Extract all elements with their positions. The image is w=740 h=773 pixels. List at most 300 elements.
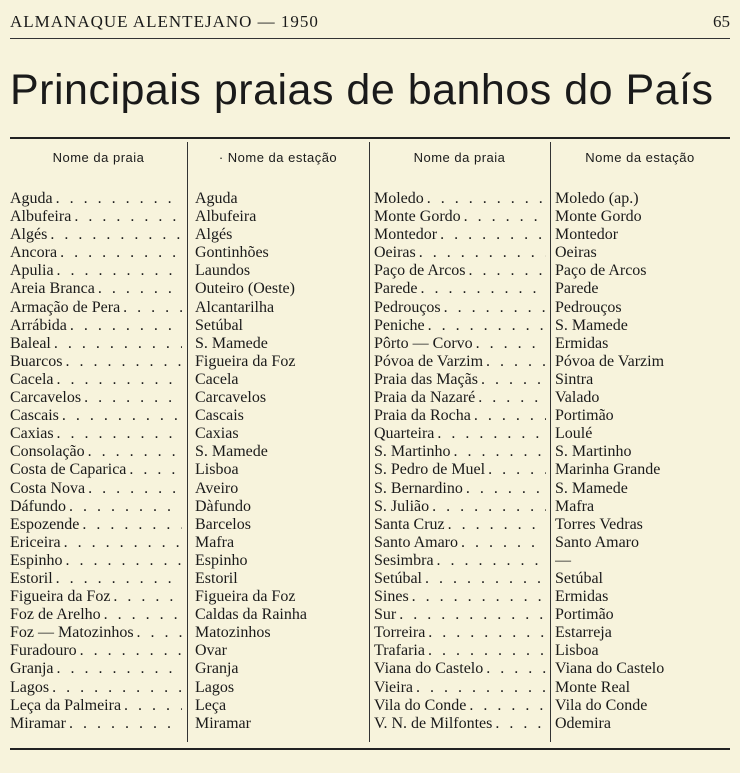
beach-name: Moledo	[374, 190, 424, 207]
station-name-cell	[195, 660, 367, 678]
station-name-cell	[195, 498, 367, 516]
beach-name: Caxias	[10, 425, 54, 443]
beach-name: Póvoa de Varzim	[374, 352, 484, 370]
station-name-cell	[555, 697, 730, 715]
station-name-cell	[555, 299, 730, 317]
beach-list-right	[374, 190, 546, 733]
beach-name-cell	[374, 480, 546, 498]
beach-name-cell	[10, 353, 182, 371]
beach-name: V. N. de Milfontes	[374, 714, 493, 732]
station-name: Ermidas	[555, 588, 609, 606]
column-header-beach-2: Nome da praia	[413, 150, 506, 165]
leader-dots	[71, 208, 182, 226]
station-name: Leça	[195, 696, 227, 714]
station-name-cell	[195, 461, 367, 479]
station-name-cell	[195, 208, 367, 226]
station-name-cell	[195, 371, 367, 389]
station-name: Portimão	[555, 606, 614, 624]
leader-dots	[101, 606, 182, 624]
beach-name-cell	[374, 715, 546, 733]
beach-name: Praia da Nazaré	[374, 389, 476, 407]
beach-name: Costa de Caparica	[10, 461, 127, 479]
beach-name: Quarteira	[374, 425, 435, 443]
beach-name: Algés	[10, 226, 48, 244]
leader-dots	[475, 389, 546, 407]
station-name: S. Mamede	[195, 334, 268, 352]
station-name: Ermidas	[555, 334, 609, 352]
running-head: ALMANAQUE ALENTEJANO — 1950	[10, 12, 319, 31]
station-name: Marinha Grande	[555, 461, 661, 479]
station-name: Póvoa de Varzim	[555, 352, 665, 370]
beach-name-cell	[10, 715, 182, 733]
station-name: —	[555, 551, 571, 569]
beach-name-cell	[10, 371, 182, 389]
station-name-cell	[195, 642, 367, 660]
leader-dots	[434, 552, 546, 570]
leader-dots	[121, 697, 182, 715]
beach-name-cell	[374, 299, 546, 317]
station-name: Aguda	[195, 190, 238, 207]
beach-name: Foz de Arelho	[10, 606, 101, 624]
station-name-cell	[195, 715, 367, 733]
leader-dots	[437, 226, 546, 244]
station-name: Mafra	[555, 497, 595, 515]
station-name: Santo Amaro	[555, 533, 639, 551]
leader-dots	[445, 516, 546, 534]
station-name-cell	[195, 280, 367, 298]
beach-name-cell	[374, 660, 546, 678]
station-name-cell	[555, 262, 730, 280]
station-name: Barcelos	[195, 515, 251, 533]
bottom-rule	[10, 748, 730, 750]
leader-dots	[434, 425, 546, 443]
beach-name: Figueira da Foz	[10, 588, 111, 606]
page-title: Principais praias de banhos do País	[10, 66, 714, 114]
station-list-left	[195, 190, 367, 733]
station-name-cell	[195, 262, 367, 280]
beach-name: Parede	[374, 280, 418, 298]
beach-name: Armação de Pera	[10, 298, 121, 316]
station-name: Cascais	[195, 407, 244, 425]
beach-name-cell	[374, 642, 546, 660]
station-name: Matozinhos	[195, 624, 271, 642]
station-name: Algés	[195, 226, 233, 244]
beach-name-cell	[374, 461, 546, 479]
beach-name: Espinho	[10, 551, 63, 569]
beach-name-cell	[10, 262, 182, 280]
beach-name: Cacela	[10, 370, 54, 388]
station-name: Loulé	[555, 425, 593, 443]
leader-dots	[416, 244, 546, 262]
beach-name: S. Julião	[374, 497, 430, 515]
leader-dots	[466, 697, 546, 715]
station-name: Monte Gordo	[555, 208, 642, 226]
beach-name: Peniche	[374, 316, 425, 334]
leader-dots	[441, 299, 546, 317]
leader-dots	[62, 552, 182, 570]
beach-name-cell	[374, 353, 546, 371]
station-name: Setúbal	[555, 569, 603, 587]
station-name: Mafra	[195, 533, 235, 551]
leader-dots	[126, 461, 182, 479]
beach-name-cell	[374, 389, 546, 407]
beach-name: Torreira	[374, 624, 426, 642]
station-name: Figueira da Foz	[195, 588, 296, 606]
beach-name-cell	[374, 425, 546, 443]
beach-name-cell	[10, 389, 182, 407]
station-name-cell	[555, 570, 730, 588]
beach-name-cell	[10, 443, 182, 461]
station-name-cell	[195, 335, 367, 353]
station-name-cell	[195, 299, 367, 317]
station-name: Sintra	[555, 370, 594, 388]
page-number: 65	[713, 12, 730, 31]
station-name-cell	[555, 461, 730, 479]
station-name: Montedor	[555, 226, 619, 244]
leader-dots	[471, 407, 546, 425]
leader-dots	[54, 425, 182, 443]
leader-dots	[85, 443, 182, 461]
beach-name: Leça da Palmeira	[10, 696, 122, 714]
leader-dots	[450, 443, 546, 461]
leader-dots	[425, 624, 546, 642]
beach-name-cell	[10, 697, 182, 715]
leader-dots	[53, 190, 182, 208]
leader-dots	[413, 679, 546, 697]
beach-name: Paço de Arcos	[374, 262, 466, 280]
station-name-cell	[555, 516, 730, 534]
beach-name-cell	[374, 606, 546, 624]
leader-dots	[473, 335, 546, 353]
beach-name: Albufeira	[10, 208, 72, 226]
beach-name-cell	[10, 317, 182, 335]
station-name-cell	[555, 642, 730, 660]
beach-name-cell	[374, 226, 546, 244]
station-name-cell	[555, 715, 730, 733]
station-name-cell	[555, 624, 730, 642]
station-name-cell	[195, 679, 367, 697]
station-name: Paço de Arcos	[555, 262, 647, 280]
beach-name: Apulia	[10, 262, 54, 280]
leader-dots	[492, 715, 546, 733]
station-name-cell	[195, 443, 367, 461]
beach-name-cell	[374, 407, 546, 425]
station-name-cell	[195, 697, 367, 715]
beach-name: Dáfundo	[10, 497, 66, 515]
leader-dots	[466, 262, 546, 280]
station-name-cell	[555, 534, 730, 552]
beach-name: Ancora	[10, 244, 58, 262]
column-header-beach-1: Nome da praia	[52, 150, 145, 165]
beach-name-cell	[374, 679, 546, 697]
beach-name-cell	[10, 226, 182, 244]
leader-dots	[51, 335, 182, 353]
station-name: Vila do Conde	[555, 696, 648, 714]
station-name-cell	[555, 606, 730, 624]
beach-name: Carcavelos	[10, 389, 82, 407]
station-name-cell	[555, 244, 730, 262]
leader-dots	[67, 317, 182, 335]
leader-dots	[110, 588, 182, 606]
beach-name: Granja	[10, 660, 54, 678]
station-name: Parede	[555, 280, 599, 298]
leader-dots	[61, 534, 182, 552]
station-name: Figueira da Foz	[195, 352, 296, 370]
beach-name-cell	[374, 280, 546, 298]
beach-list-left	[10, 190, 182, 733]
leader-dots	[59, 407, 182, 425]
column-header-station-1: · Nome da estação	[218, 150, 338, 165]
station-name: Caxias	[195, 425, 239, 443]
station-name: S. Mamede	[555, 479, 628, 497]
beach-name-cell	[374, 588, 546, 606]
station-name: Laundos	[195, 262, 251, 280]
beach-name: Consolação	[10, 443, 85, 461]
leader-dots	[62, 353, 182, 371]
beach-name: Foz — Matozinhos	[10, 624, 134, 642]
leader-dots	[429, 498, 546, 516]
beach-name-cell	[374, 371, 546, 389]
station-name-cell	[195, 190, 367, 208]
station-name-cell	[195, 244, 367, 262]
beach-name-cell	[374, 498, 546, 516]
station-name: Gontinhões	[195, 244, 269, 262]
beach-name: Ericeira	[10, 533, 61, 551]
beach-name-cell	[10, 190, 182, 208]
leader-dots	[396, 606, 546, 624]
beach-name: Sesimbra	[374, 551, 434, 569]
station-name-cell	[195, 534, 367, 552]
leader-dots	[425, 642, 546, 660]
station-name: Setúbal	[195, 316, 243, 334]
beach-name-cell	[10, 280, 182, 298]
beach-name: Arrábida	[10, 316, 67, 334]
leader-dots	[463, 480, 546, 498]
station-name: Dàfundo	[195, 497, 251, 515]
beach-name: Monte Gordo	[374, 208, 461, 226]
beach-name-cell	[374, 335, 546, 353]
station-name: Estoril	[195, 569, 238, 587]
station-name-cell	[195, 588, 367, 606]
column-header-station-2: Nome da estação	[585, 150, 695, 165]
station-name-cell	[555, 190, 730, 208]
beach-name-cell	[10, 244, 182, 262]
station-name-cell	[195, 606, 367, 624]
station-name-cell	[555, 480, 730, 498]
station-name-cell	[195, 425, 367, 443]
station-name: Moledo (ap.)	[555, 190, 639, 207]
column-divider	[369, 142, 370, 742]
header-rule	[10, 38, 730, 39]
station-name-cell	[555, 208, 730, 226]
station-name-cell	[555, 407, 730, 425]
beach-name: S. Bernardino	[374, 479, 463, 497]
station-name: Cacela	[195, 370, 239, 388]
column-divider	[187, 142, 188, 742]
station-name-cell	[195, 516, 367, 534]
column-divider	[550, 142, 551, 742]
page-header	[10, 10, 730, 38]
station-name-cell	[555, 226, 730, 244]
station-name: S. Mamede	[195, 443, 268, 461]
station-name: Portimão	[555, 407, 614, 425]
leader-dots	[461, 208, 546, 226]
beach-name-cell	[374, 570, 546, 588]
station-name-cell	[555, 389, 730, 407]
leader-dots	[478, 371, 546, 389]
beach-name-cell	[10, 679, 182, 697]
leader-dots	[483, 353, 546, 371]
beach-name: Lagos	[10, 678, 50, 696]
station-name: Caldas da Rainha	[195, 606, 307, 624]
beach-name: Furadouro	[10, 642, 77, 660]
station-name: Carcavelos	[195, 389, 267, 407]
leader-dots	[49, 679, 182, 697]
beach-name-cell	[374, 190, 546, 208]
beach-name-cell	[10, 660, 182, 678]
station-name-cell	[555, 425, 730, 443]
station-name-cell	[195, 389, 367, 407]
beach-name-cell	[10, 552, 182, 570]
leader-dots	[57, 244, 182, 262]
beach-name-cell	[374, 262, 546, 280]
beach-name: Oeiras	[374, 244, 416, 262]
beach-name-cell	[374, 552, 546, 570]
station-name-cell	[195, 353, 367, 371]
station-name-cell	[555, 588, 730, 606]
beach-name-cell	[374, 534, 546, 552]
station-name-cell	[195, 480, 367, 498]
leader-dots	[95, 280, 182, 298]
leader-dots	[54, 262, 182, 280]
beach-name-cell	[10, 606, 182, 624]
station-name-cell	[555, 353, 730, 371]
beach-name: Sines	[374, 588, 409, 606]
beach-name-cell	[10, 570, 182, 588]
leader-dots	[483, 660, 546, 678]
beach-name: S. Pedro de Muel	[374, 461, 486, 479]
beach-name: Santo Amaro	[374, 533, 458, 551]
station-name-cell	[195, 317, 367, 335]
station-name: Espinho	[195, 551, 248, 569]
beach-name-cell	[374, 244, 546, 262]
leader-dots	[458, 534, 546, 552]
station-name-cell	[195, 407, 367, 425]
beach-name-cell	[10, 425, 182, 443]
station-name-cell	[555, 552, 730, 570]
beach-name: Praia das Maçãs	[374, 370, 478, 388]
station-name-cell	[555, 679, 730, 697]
beach-name: Areia Branca	[10, 280, 95, 298]
station-name: Aveiro	[195, 479, 239, 497]
beaches-table	[10, 142, 730, 742]
station-name: Lisboa	[555, 642, 599, 660]
leader-dots	[66, 715, 182, 733]
beach-name-cell	[10, 461, 182, 479]
beach-name-cell	[374, 697, 546, 715]
beach-name-cell	[10, 208, 182, 226]
station-name: Estarreja	[555, 624, 612, 642]
beach-name: Setúbal	[374, 569, 422, 587]
station-name-cell	[195, 226, 367, 244]
beach-name: Miramar	[10, 714, 66, 732]
leader-dots	[409, 588, 546, 606]
leader-dots	[485, 461, 546, 479]
beach-name: Costa Nova	[10, 479, 86, 497]
leader-dots	[85, 480, 182, 498]
station-name: Outeiro (Oeste)	[195, 280, 295, 298]
leader-dots	[47, 226, 182, 244]
station-name-cell	[555, 443, 730, 461]
station-name: Odemira	[555, 714, 611, 732]
station-name: Granja	[195, 660, 239, 678]
station-name: Ovar	[195, 642, 227, 660]
leader-dots	[54, 660, 182, 678]
beach-name-cell	[374, 443, 546, 461]
station-name: Lagos	[195, 678, 235, 696]
beach-name: Espozende	[10, 515, 80, 533]
station-name: Alcantarilha	[195, 298, 275, 316]
station-name-cell	[195, 624, 367, 642]
station-name: Pedrouços	[555, 298, 622, 316]
beach-name: Santa Cruz	[374, 515, 445, 533]
leader-dots	[77, 642, 182, 660]
station-list-right	[555, 190, 730, 733]
beach-name-cell	[374, 317, 546, 335]
station-name: S. Martinho	[555, 443, 632, 461]
station-name-cell	[555, 498, 730, 516]
beach-name: S. Martinho	[374, 443, 451, 461]
beach-name: Pôrto — Corvo	[374, 334, 473, 352]
beach-name-cell	[10, 516, 182, 534]
beach-name: Trafaria	[374, 642, 425, 660]
beach-name-cell	[10, 480, 182, 498]
leader-dots	[54, 371, 182, 389]
beach-name-cell	[10, 624, 182, 642]
beach-name: Estoril	[10, 569, 53, 587]
title-rule	[10, 137, 730, 139]
beach-name-cell	[10, 407, 182, 425]
leader-dots	[424, 190, 546, 208]
station-name-cell	[195, 570, 367, 588]
beach-name: Baleal	[10, 334, 51, 352]
beach-name-cell	[374, 208, 546, 226]
beach-name: Cascais	[10, 407, 59, 425]
station-name: Monte Real	[555, 678, 631, 696]
station-name-cell	[555, 280, 730, 298]
beach-name: Viana do Castelo	[374, 660, 484, 678]
beach-name-cell	[10, 335, 182, 353]
beach-name: Vieira	[374, 678, 414, 696]
beach-name-cell	[10, 299, 182, 317]
beach-name-cell	[374, 516, 546, 534]
leader-dots	[120, 299, 182, 317]
station-name: Torres Vedras	[555, 515, 643, 533]
leader-dots	[81, 389, 182, 407]
station-name: Valado	[555, 389, 600, 407]
beach-name: Aguda	[10, 190, 53, 207]
beach-name-cell	[10, 588, 182, 606]
beach-name: Pedrouços	[374, 298, 441, 316]
station-name-cell	[195, 552, 367, 570]
station-name: S. Mamede	[555, 316, 628, 334]
beach-name-cell	[374, 624, 546, 642]
station-name: Lisboa	[195, 461, 239, 479]
beach-name: Montedor	[374, 226, 438, 244]
leader-dots	[66, 498, 182, 516]
beach-name: Sur	[374, 606, 397, 624]
leader-dots	[134, 624, 182, 642]
